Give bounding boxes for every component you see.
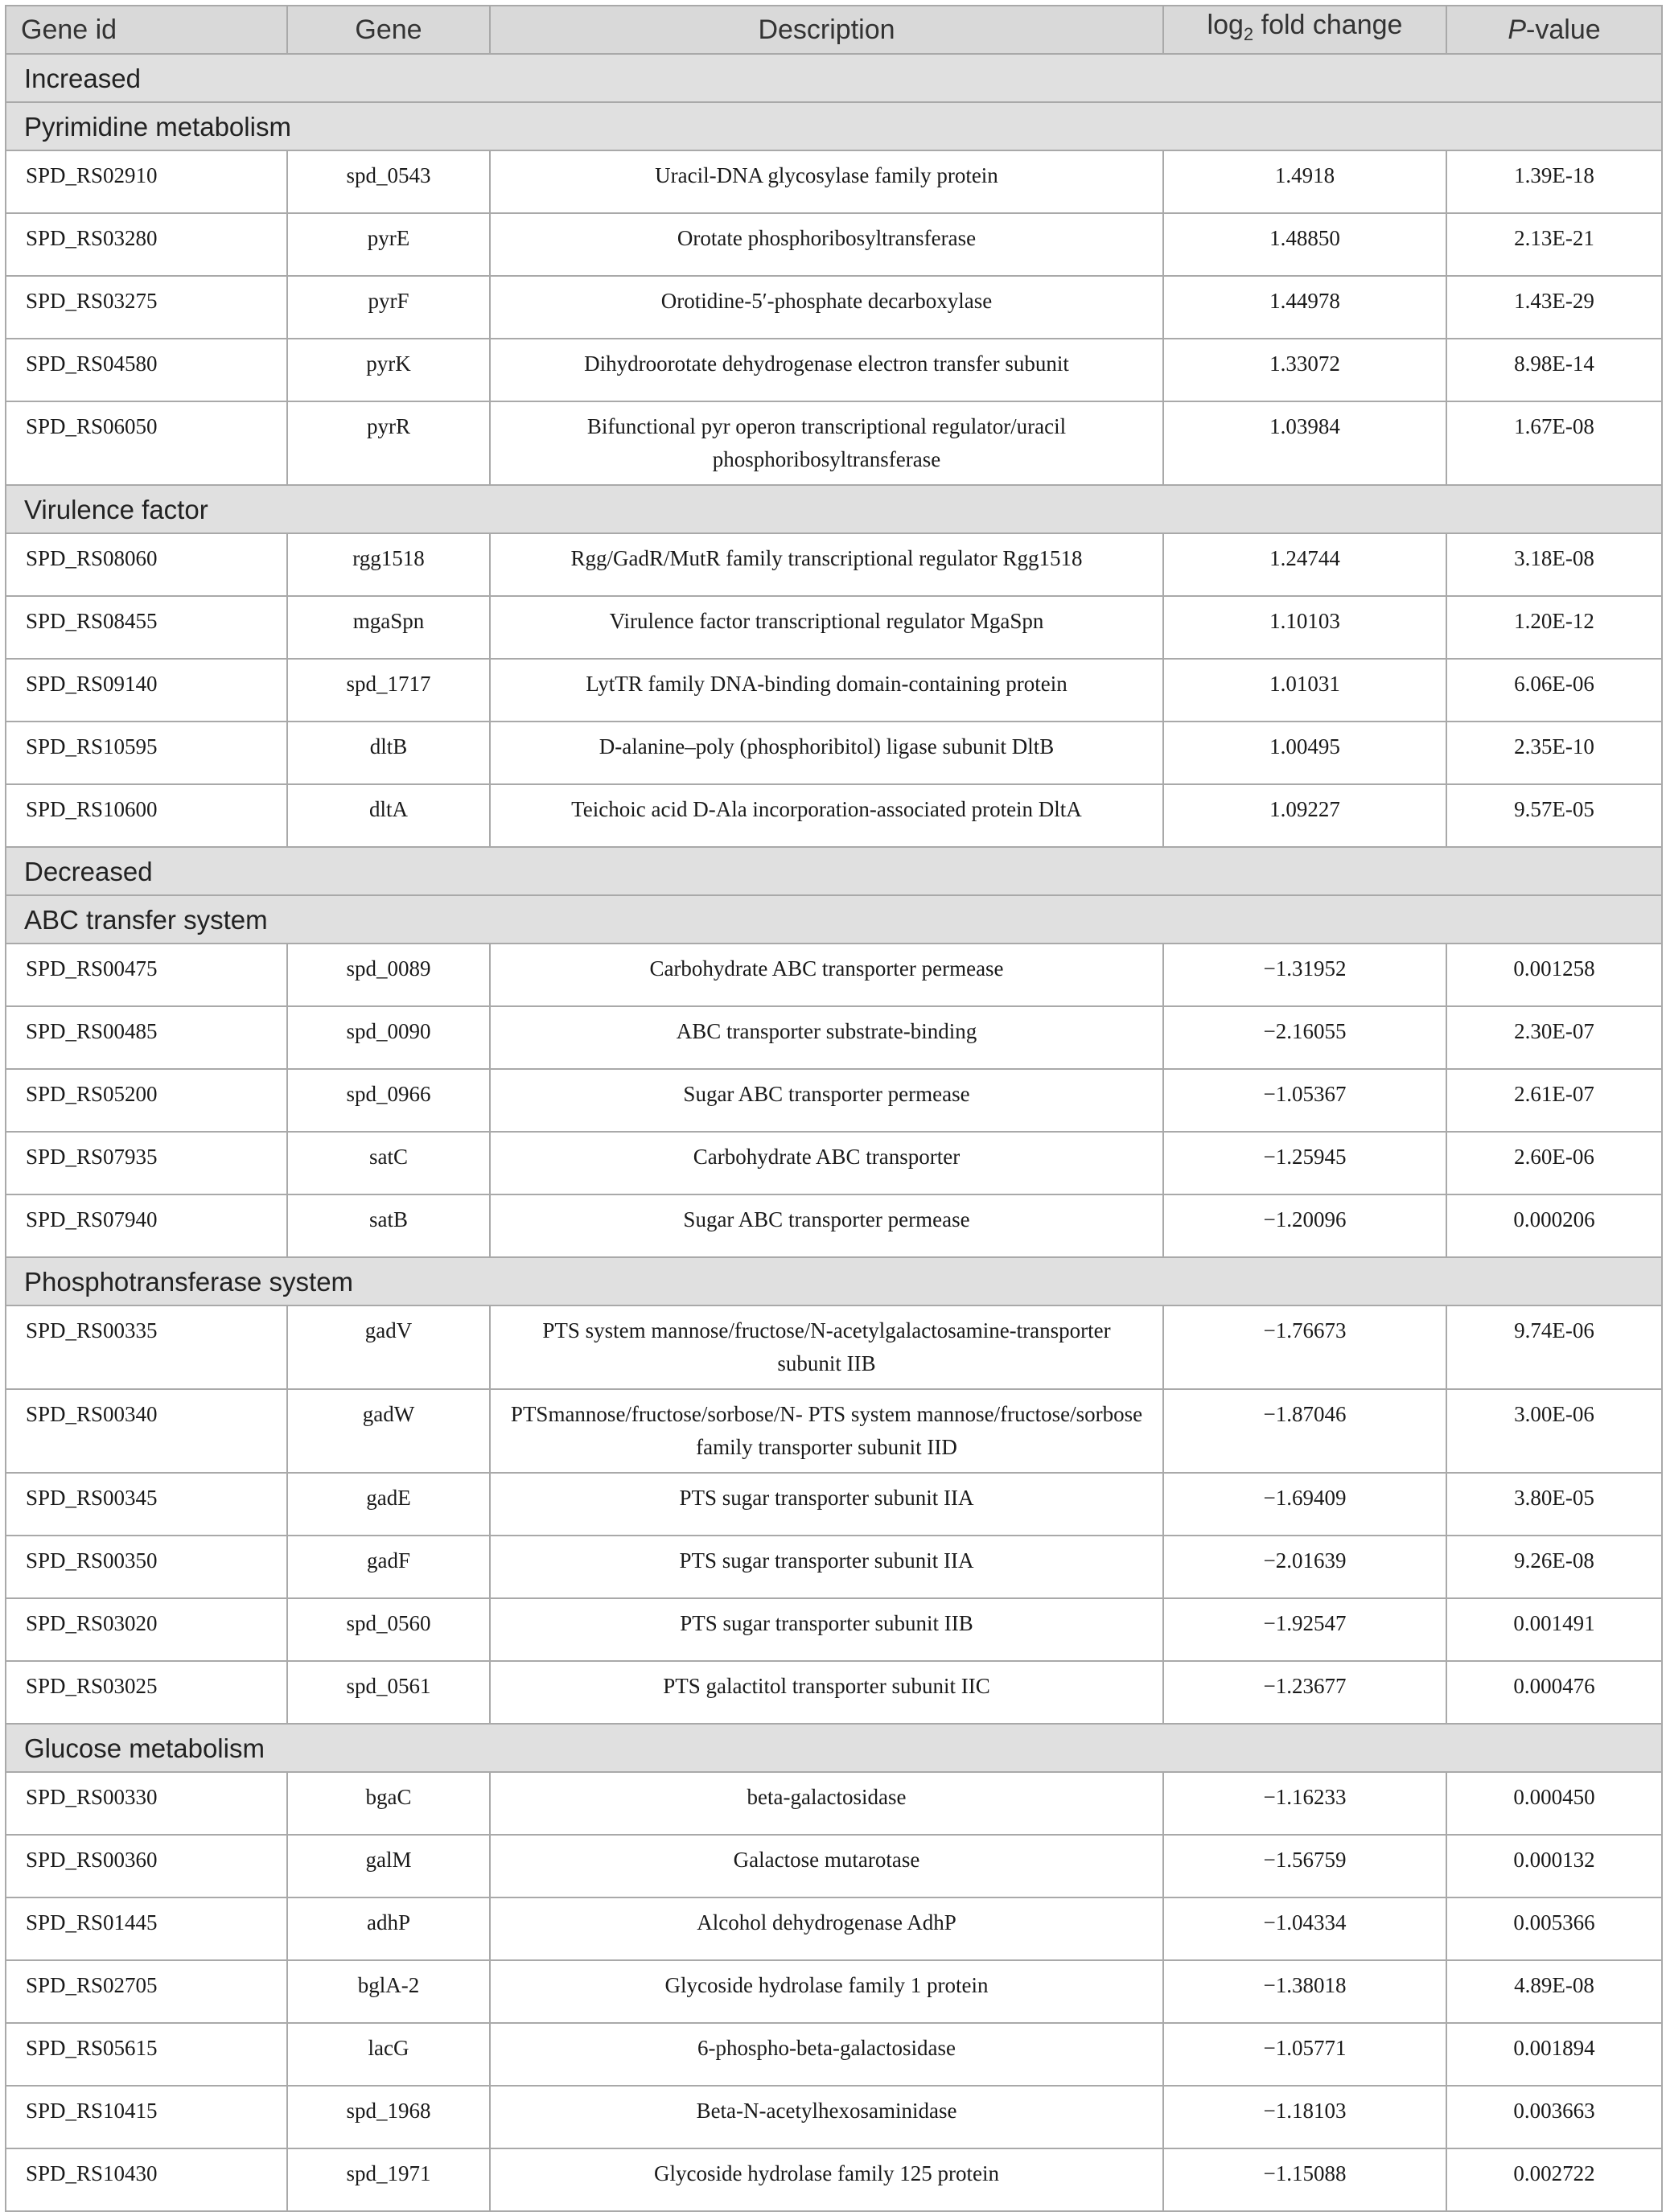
group-label: ABC transfer system: [6, 895, 1662, 944]
cell-p-value: 3.00E-06: [1446, 1389, 1662, 1473]
cell-log2-fold-change: 1.44978: [1163, 276, 1446, 339]
cell-gene-id: SPD_RS07935: [6, 1132, 287, 1194]
cell-gene-id: SPD_RS06050: [6, 401, 287, 485]
table-body: [6, 54, 1662, 2211]
cell-gene-id: SPD_RS00330: [6, 1772, 287, 1835]
cell-p-value: 9.74E-06: [1446, 1305, 1662, 1389]
cell-description: PTS galactitol transporter subunit IIC: [490, 1661, 1163, 1724]
cell-gene-id: SPD_RS10415: [6, 2086, 287, 2148]
group-row: [6, 1257, 1662, 1305]
cell-gene-id: SPD_RS05200: [6, 1069, 287, 1132]
cell-p-value: 2.13E-21: [1446, 213, 1662, 276]
cell-gene: bgaC: [287, 1772, 490, 1835]
cell-description: Carbohydrate ABC transporter permease: [490, 944, 1163, 1006]
cell-p-value: 6.06E-06: [1446, 659, 1662, 722]
group-row: [6, 1724, 1662, 1772]
cell-log2-fold-change: 1.01031: [1163, 659, 1446, 722]
cell-description: Uracil-DNA glycosylase family protein: [490, 150, 1163, 213]
cell-p-value: 3.18E-08: [1446, 533, 1662, 596]
cell-gene: gadV: [287, 1305, 490, 1389]
table-row: [6, 2086, 1662, 2148]
table-row: [6, 1835, 1662, 1897]
table-row: [6, 1598, 1662, 1661]
cell-log2-fold-change: 1.09227: [1163, 784, 1446, 847]
cell-p-value: 0.000450: [1446, 1772, 1662, 1835]
cell-p-value: 0.001491: [1446, 1598, 1662, 1661]
cell-gene: pyrK: [287, 339, 490, 401]
table-row: [6, 1897, 1662, 1960]
cell-p-value: 0.000132: [1446, 1835, 1662, 1897]
cell-gene-id: SPD_RS04580: [6, 339, 287, 401]
cell-log2-fold-change: −1.05367: [1163, 1069, 1446, 1132]
direction-label: Increased: [6, 54, 1662, 102]
table-row: [6, 1132, 1662, 1194]
table-row: [6, 401, 1662, 485]
cell-log2-fold-change: −1.69409: [1163, 1473, 1446, 1536]
cell-description: PTS sugar transporter subunit IIB: [490, 1598, 1163, 1661]
cell-log2-fold-change: −1.20096: [1163, 1194, 1446, 1257]
cell-gene-id: SPD_RS00475: [6, 944, 287, 1006]
cell-description: LytTR family DNA-binding domain-containing protein: [490, 659, 1163, 722]
cell-gene-id: SPD_RS03025: [6, 1661, 287, 1724]
header-p-value: [1446, 6, 1662, 54]
cell-gene: spd_0561: [287, 1661, 490, 1724]
cell-gene-id: SPD_RS00350: [6, 1536, 287, 1598]
cell-description: Virulence factor transcriptional regulator MgaSpn: [490, 596, 1163, 659]
cell-log2-fold-change: −1.31952: [1163, 944, 1446, 1006]
cell-description: Orotate phosphoribosyltransferase: [490, 213, 1163, 276]
table-row: [6, 2148, 1662, 2211]
table-row: [6, 533, 1662, 596]
table-row: [6, 213, 1662, 276]
cell-description: Glycoside hydrolase family 125 protein: [490, 2148, 1163, 2211]
cell-description: Sugar ABC transporter permease: [490, 1069, 1163, 1132]
cell-gene-id: SPD_RS10600: [6, 784, 287, 847]
cell-p-value: 0.000476: [1446, 1661, 1662, 1724]
cell-description: PTS system mannose/fructose/N-acetylgalactosamine-transporter subunit IIB: [490, 1305, 1163, 1389]
cell-gene-id: SPD_RS08455: [6, 596, 287, 659]
table-row: [6, 150, 1662, 213]
cell-gene: mgaSpn: [287, 596, 490, 659]
cell-log2-fold-change: −1.25945: [1163, 1132, 1446, 1194]
cell-description: Dihydroorotate dehydrogenase electron transfer subunit: [490, 339, 1163, 401]
cell-log2-fold-change: 1.33072: [1163, 339, 1446, 401]
cell-gene: dltB: [287, 722, 490, 784]
cell-log2-fold-change: 1.00495: [1163, 722, 1446, 784]
cell-description: Bifunctional pyr operon transcriptional regulator/uracil phosphoribosyltransferase: [490, 401, 1163, 485]
cell-log2-fold-change: 1.24744: [1163, 533, 1446, 596]
cell-gene-id: SPD_RS09140: [6, 659, 287, 722]
cell-gene: spd_1968: [287, 2086, 490, 2148]
group-row: [6, 485, 1662, 533]
group-label: Pyrimidine metabolism: [6, 102, 1662, 150]
cell-gene: rgg1518: [287, 533, 490, 596]
table-row: [6, 1069, 1662, 1132]
cell-gene: lacG: [287, 2023, 490, 2086]
cell-gene: spd_0560: [287, 1598, 490, 1661]
header-p-italic: P: [1508, 14, 1527, 45]
cell-description: Carbohydrate ABC transporter: [490, 1132, 1163, 1194]
table-row: [6, 1473, 1662, 1536]
cell-p-value: 1.20E-12: [1446, 596, 1662, 659]
cell-log2-fold-change: 1.48850: [1163, 213, 1446, 276]
header-p-rest: -value: [1526, 14, 1601, 45]
cell-p-value: 1.67E-08: [1446, 401, 1662, 485]
direction-label: Decreased: [6, 847, 1662, 895]
table-row: [6, 596, 1662, 659]
cell-log2-fold-change: 1.10103: [1163, 596, 1446, 659]
cell-gene-id: SPD_RS00485: [6, 1006, 287, 1069]
cell-log2-fold-change: 1.4918: [1163, 150, 1446, 213]
table-row: [6, 276, 1662, 339]
cell-p-value: 2.30E-07: [1446, 1006, 1662, 1069]
group-label: Phosphotransferase system: [6, 1257, 1662, 1305]
cell-gene: pyrF: [287, 276, 490, 339]
cell-gene: spd_0090: [287, 1006, 490, 1069]
header-description: Description: [490, 6, 1163, 54]
table-row: [6, 1772, 1662, 1835]
cell-gene: pyrR: [287, 401, 490, 485]
cell-description: Alcohol dehydrogenase AdhP: [490, 1897, 1163, 1960]
cell-gene: gadF: [287, 1536, 490, 1598]
cell-description: beta-galactosidase: [490, 1772, 1163, 1835]
direction-row: [6, 54, 1662, 102]
table-row: [6, 784, 1662, 847]
cell-log2-fold-change: −1.18103: [1163, 2086, 1446, 2148]
cell-description: PTS sugar transporter subunit IIA: [490, 1473, 1163, 1536]
header-gene: Gene: [287, 6, 490, 54]
cell-gene-id: SPD_RS02910: [6, 150, 287, 213]
cell-log2-fold-change: −1.16233: [1163, 1772, 1446, 1835]
cell-p-value: 0.005366: [1446, 1897, 1662, 1960]
cell-log2-fold-change: −1.87046: [1163, 1389, 1446, 1473]
cell-p-value: 3.80E-05: [1446, 1473, 1662, 1536]
cell-log2-fold-change: −1.92547: [1163, 1598, 1446, 1661]
header-log-subscript: 2: [1243, 24, 1254, 44]
cell-gene: adhP: [287, 1897, 490, 1960]
cell-log2-fold-change: −1.56759: [1163, 1835, 1446, 1897]
table-row: [6, 1389, 1662, 1473]
cell-description: Galactose mutarotase: [490, 1835, 1163, 1897]
cell-gene: galM: [287, 1835, 490, 1897]
cell-gene-id: SPD_RS02705: [6, 1960, 287, 2023]
cell-gene: bglA-2: [287, 1960, 490, 2023]
cell-gene: gadW: [287, 1389, 490, 1473]
cell-p-value: 8.98E-14: [1446, 339, 1662, 401]
cell-p-value: 1.39E-18: [1446, 150, 1662, 213]
table-row: [6, 944, 1662, 1006]
cell-p-value: 0.001258: [1446, 944, 1662, 1006]
cell-p-value: 2.60E-06: [1446, 1132, 1662, 1194]
cell-log2-fold-change: −1.04334: [1163, 1897, 1446, 1960]
cell-p-value: 1.43E-29: [1446, 276, 1662, 339]
cell-description: Glycoside hydrolase family 1 protein: [490, 1960, 1163, 2023]
table-row: [6, 339, 1662, 401]
cell-log2-fold-change: −2.01639: [1163, 1536, 1446, 1598]
cell-p-value: 9.26E-08: [1446, 1536, 1662, 1598]
cell-gene: spd_0089: [287, 944, 490, 1006]
direction-row: [6, 847, 1662, 895]
cell-gene: satC: [287, 1132, 490, 1194]
cell-gene: gadE: [287, 1473, 490, 1536]
cell-log2-fold-change: −1.76673: [1163, 1305, 1446, 1389]
cell-log2-fold-change: −1.05771: [1163, 2023, 1446, 2086]
cell-description: ABC transporter substrate-binding: [490, 1006, 1163, 1069]
cell-gene-id: SPD_RS01445: [6, 1897, 287, 1960]
header-log2-fold-change: [1163, 6, 1446, 54]
cell-description: Orotidine-5′-phosphate decarboxylase: [490, 276, 1163, 339]
cell-description: Rgg/GadR/MutR family transcriptional regulator Rgg1518: [490, 533, 1163, 596]
cell-log2-fold-change: −1.15088: [1163, 2148, 1446, 2211]
table-row: [6, 659, 1662, 722]
cell-gene-id: SPD_RS03275: [6, 276, 287, 339]
cell-description: Beta-N-acetylhexosaminidase: [490, 2086, 1163, 2148]
table-row: [6, 1536, 1662, 1598]
cell-description: Sugar ABC transporter permease: [490, 1194, 1163, 1257]
cell-gene-id: SPD_RS03020: [6, 1598, 287, 1661]
cell-gene-id: SPD_RS03280: [6, 213, 287, 276]
group-label: Glucose metabolism: [6, 1724, 1662, 1772]
table-row: [6, 722, 1662, 784]
cell-description: D-alanine–poly (phosphoribitol) ligase subunit DltB: [490, 722, 1163, 784]
cell-gene: spd_0543: [287, 150, 490, 213]
cell-description: PTS sugar transporter subunit IIA: [490, 1536, 1163, 1598]
cell-p-value: 4.89E-08: [1446, 1960, 1662, 2023]
table-row: [6, 1305, 1662, 1389]
cell-gene-id: SPD_RS05615: [6, 2023, 287, 2086]
cell-gene-id: SPD_RS07940: [6, 1194, 287, 1257]
cell-log2-fold-change: −2.16055: [1163, 1006, 1446, 1069]
cell-gene: spd_1717: [287, 659, 490, 722]
cell-gene-id: SPD_RS10430: [6, 2148, 287, 2211]
cell-gene-id: SPD_RS10595: [6, 722, 287, 784]
cell-gene: spd_1971: [287, 2148, 490, 2211]
cell-p-value: 0.002722: [1446, 2148, 1662, 2211]
cell-gene: dltA: [287, 784, 490, 847]
cell-log2-fold-change: −1.38018: [1163, 1960, 1446, 2023]
cell-description: Teichoic acid D-Ala incorporation-associated protein DltA: [490, 784, 1163, 847]
cell-p-value: 2.35E-10: [1446, 722, 1662, 784]
cell-gene: satB: [287, 1194, 490, 1257]
cell-p-value: 0.001894: [1446, 2023, 1662, 2086]
cell-p-value: 9.57E-05: [1446, 784, 1662, 847]
cell-description: PTSmannose/fructose/sorbose/N- PTS system mannose/fructose/sorbose family transporter subunit IID: [490, 1389, 1163, 1473]
header-gene-id: Gene id: [6, 6, 287, 54]
group-row: [6, 895, 1662, 944]
cell-gene: spd_0966: [287, 1069, 490, 1132]
table-header: [6, 6, 1662, 54]
header-log-prefix: log: [1207, 10, 1244, 40]
header-log-suffix: fold change: [1253, 10, 1403, 40]
table-row: [6, 2023, 1662, 2086]
group-label: Virulence factor: [6, 485, 1662, 533]
cell-p-value: 0.003663: [1446, 2086, 1662, 2148]
cell-gene-id: SPD_RS00335: [6, 1305, 287, 1389]
cell-gene: pyrE: [287, 213, 490, 276]
table-row: [6, 1194, 1662, 1257]
cell-description: 6-phospho-beta-galactosidase: [490, 2023, 1163, 2086]
cell-log2-fold-change: −1.23677: [1163, 1661, 1446, 1724]
cell-gene-id: SPD_RS08060: [6, 533, 287, 596]
table-row: [6, 1960, 1662, 2023]
table-row: [6, 1661, 1662, 1724]
table-row: [6, 1006, 1662, 1069]
header-row: [6, 6, 1662, 54]
cell-log2-fold-change: 1.03984: [1163, 401, 1446, 485]
cell-gene-id: SPD_RS00345: [6, 1473, 287, 1536]
cell-p-value: 0.000206: [1446, 1194, 1662, 1257]
cell-p-value: 2.61E-07: [1446, 1069, 1662, 1132]
cell-gene-id: SPD_RS00360: [6, 1835, 287, 1897]
group-row: [6, 102, 1662, 150]
gene-expression-table-container: [5, 5, 1661, 2212]
cell-gene-id: SPD_RS00340: [6, 1389, 287, 1473]
gene-expression-table: [5, 5, 1663, 2212]
